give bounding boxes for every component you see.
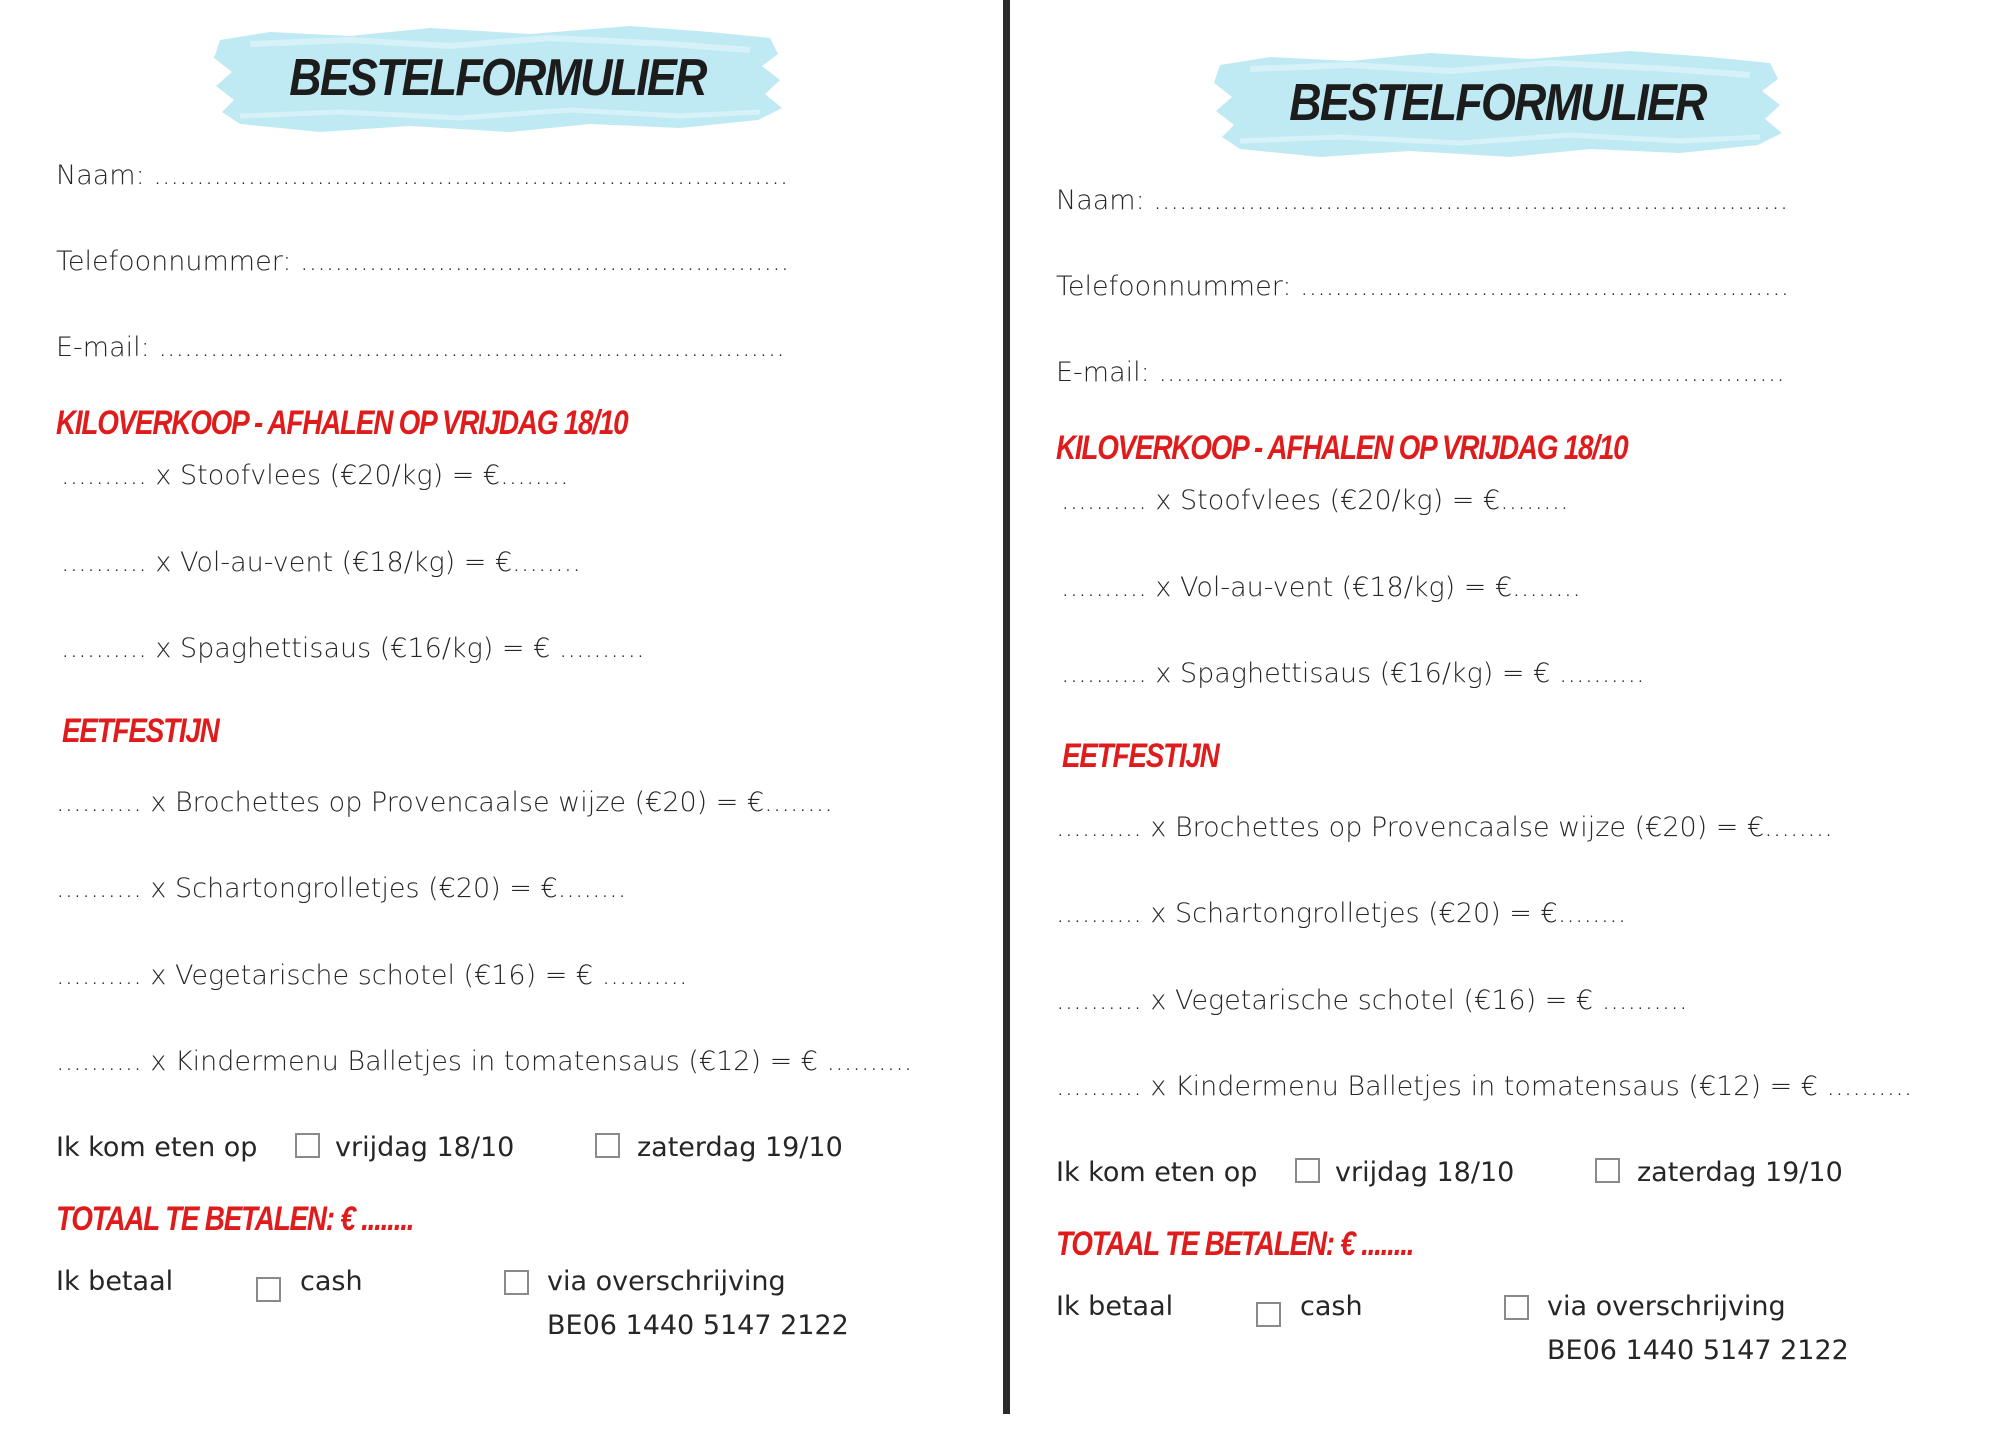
cash-checkbox[interactable]	[1256, 1302, 1281, 1327]
betaal-label: Ik betaal	[1056, 1291, 1174, 1322]
vrijdag-label: vrijdag 18/10	[335, 1132, 515, 1163]
overschrijving-checkbox[interactable]	[504, 1270, 529, 1295]
cash-label: cash	[300, 1266, 363, 1297]
totaal-heading: TOTAAL TE BETALEN: € ........	[1056, 1225, 1414, 1263]
eten-label: Ik kom eten op	[56, 1132, 258, 1163]
vrijdag-label: vrijdag 18/10	[1335, 1157, 1515, 1188]
order-line-spaghettisaus[interactable]: .......... x Spaghettisaus (€16/kg) = € ..........	[1061, 658, 1645, 689]
order-form-left	[0, 0, 960, 1414]
order-line-vol-au-vent[interactable]: .......... x Vol-au-vent (€18/kg) = €........	[1061, 572, 1581, 603]
order-line-schartongrolletjes[interactable]: .......... x Schartongrolletjes (€20) = €........	[1056, 898, 1627, 929]
eten-label: Ik kom eten op	[1056, 1157, 1258, 1188]
overschrijving-label: via overschrijving	[547, 1266, 786, 1297]
order-line-kindermenu[interactable]: .......... x Kindermenu Balletjes in tomatensaus (€12) = € ..........	[1056, 1071, 1913, 1102]
iban-number: BE06 1440 5147 2122	[1547, 1335, 1849, 1366]
totaal-heading: TOTAAL TE BETALEN: € ........	[56, 1200, 414, 1238]
form-title: BESTELFORMULIER	[1289, 74, 1706, 132]
vrijdag-checkbox[interactable]	[295, 1133, 320, 1158]
telefoon-field[interactable]: Telefoonnummer: .........................................................	[1056, 271, 1790, 302]
order-line-stoofvlees[interactable]: .......... x Stoofvlees (€20/kg) = €........	[61, 460, 569, 491]
zaterdag-checkbox[interactable]	[595, 1133, 620, 1158]
zaterdag-checkbox[interactable]	[1595, 1158, 1620, 1183]
vrijdag-checkbox[interactable]	[1295, 1158, 1320, 1183]
order-line-vol-au-vent[interactable]: .......... x Vol-au-vent (€18/kg) = €........	[61, 547, 581, 578]
eetfestijn-heading: EETFESTIJN	[62, 712, 219, 750]
kiloverkoop-heading: KILOVERKOOP - AFHALEN OP VRIJDAG 18/10	[1056, 429, 1628, 467]
telefoon-field[interactable]: Telefoonnummer: .........................................................	[56, 246, 790, 277]
email-field[interactable]: E-mail: .........................................................................	[1056, 357, 1785, 388]
betaal-label: Ik betaal	[56, 1266, 174, 1297]
zaterdag-label: zaterdag 19/10	[1637, 1157, 1843, 1188]
order-form-right	[1000, 25, 1960, 1439]
order-line-kindermenu[interactable]: .......... x Kindermenu Balletjes in tomatensaus (€12) = € ..........	[56, 1046, 913, 1077]
naam-field[interactable]: Naam: ..........................................................................	[1056, 185, 1789, 216]
order-line-brochettes[interactable]: .......... x Brochettes op Provencaalse wijze (€20) = €........	[56, 787, 833, 818]
order-line-schartongrolletjes[interactable]: .......... x Schartongrolletjes (€20) = €........	[56, 873, 627, 904]
title-banner	[210, 20, 785, 138]
eetfestijn-heading: EETFESTIJN	[1062, 737, 1219, 775]
email-field[interactable]: E-mail: .........................................................................	[56, 332, 785, 363]
naam-field[interactable]: Naam: ..........................................................................	[56, 160, 789, 191]
form-title: BESTELFORMULIER	[289, 49, 706, 107]
overschrijving-checkbox[interactable]	[1504, 1295, 1529, 1320]
iban-number: BE06 1440 5147 2122	[547, 1310, 849, 1341]
order-line-vegetarische-schotel[interactable]: .......... x Vegetarische schotel (€16) = € ..........	[1056, 985, 1688, 1016]
order-line-vegetarische-schotel[interactable]: .......... x Vegetarische schotel (€16) = € ..........	[56, 960, 688, 991]
title-banner	[1210, 45, 1785, 163]
kiloverkoop-heading: KILOVERKOOP - AFHALEN OP VRIJDAG 18/10	[56, 404, 628, 442]
overschrijving-label: via overschrijving	[1547, 1291, 1786, 1322]
order-line-spaghettisaus[interactable]: .......... x Spaghettisaus (€16/kg) = € ..........	[61, 633, 645, 664]
cash-checkbox[interactable]	[256, 1277, 281, 1302]
cash-label: cash	[1300, 1291, 1363, 1322]
zaterdag-label: zaterdag 19/10	[637, 1132, 843, 1163]
order-line-stoofvlees[interactable]: .......... x Stoofvlees (€20/kg) = €........	[1061, 485, 1569, 516]
order-line-brochettes[interactable]: .......... x Brochettes op Provencaalse wijze (€20) = €........	[1056, 812, 1833, 843]
